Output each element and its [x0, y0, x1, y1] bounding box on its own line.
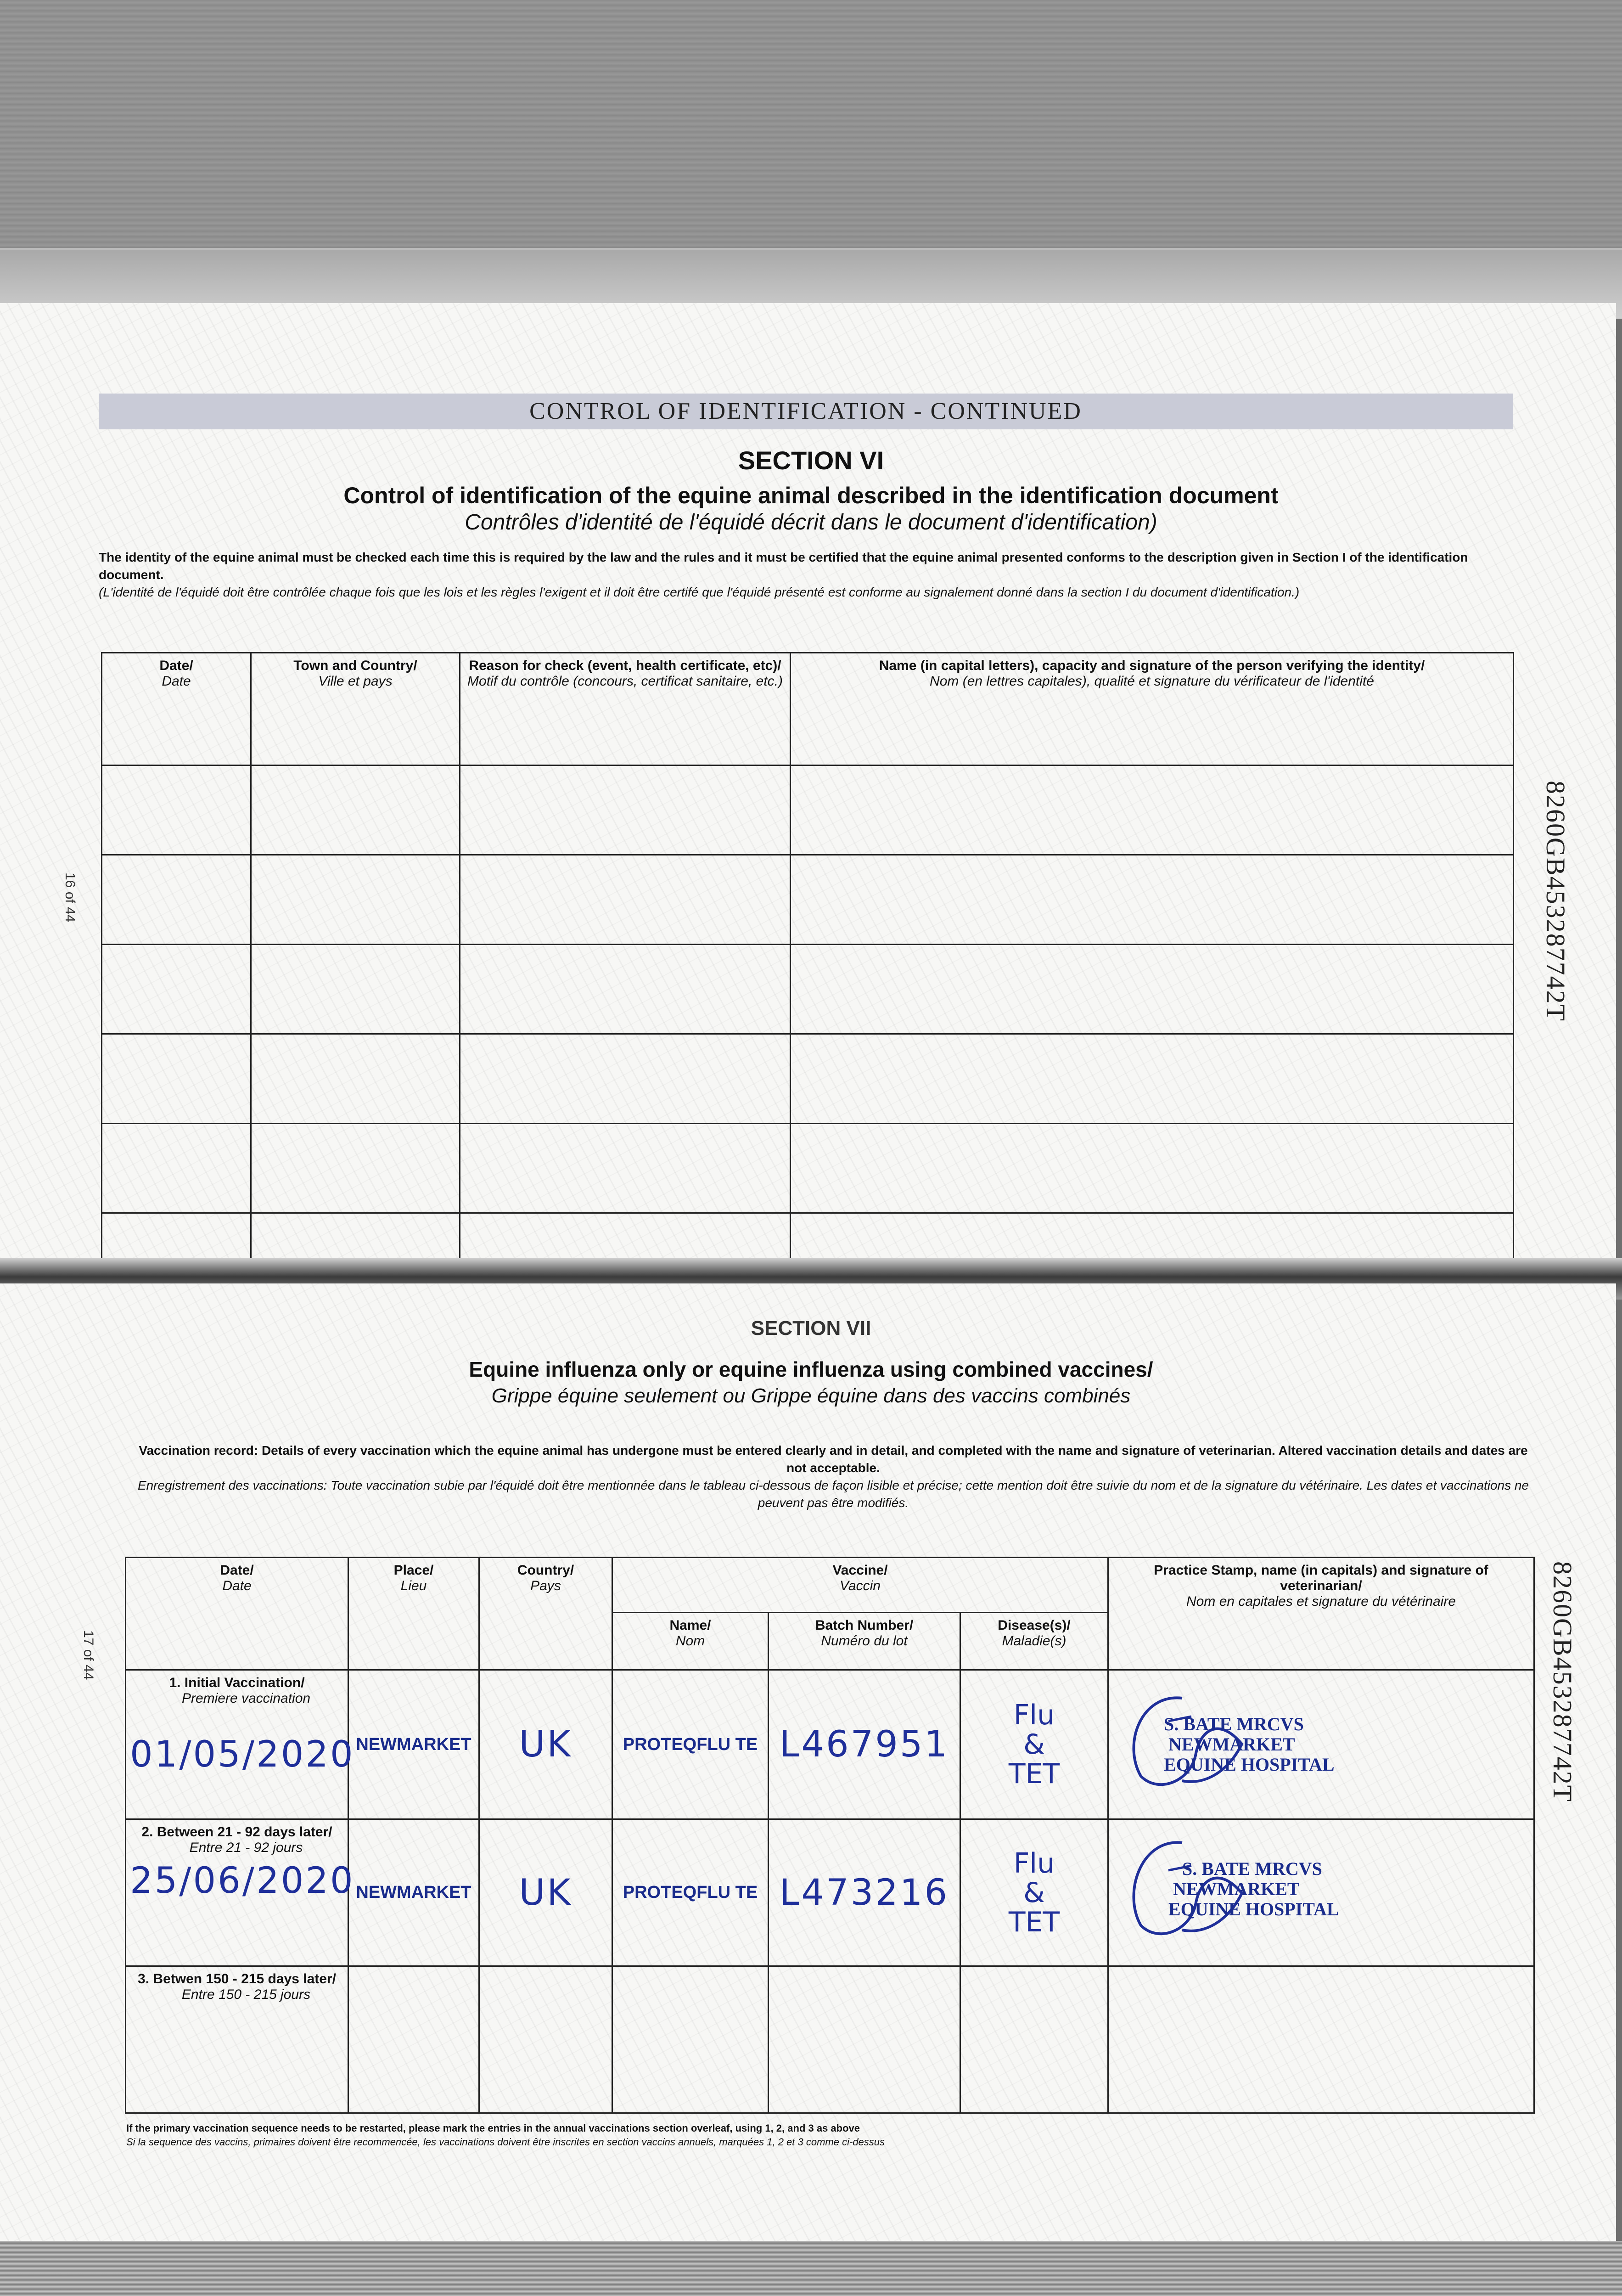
- row-2-vaccine-cell[interactable]: [612, 1819, 769, 1966]
- row-3-country-cell[interactable]: [479, 1966, 612, 2113]
- row-1-label: 1. Initial Vaccination/: [169, 1675, 305, 1690]
- vaccination-table: [125, 1557, 1535, 2114]
- row-2-stamp-line-3: EQUINE HOSPITAL: [1168, 1899, 1339, 1919]
- row-1-stamp-line-1: S. BATE MRCVS: [1164, 1714, 1304, 1734]
- row-1-disease-and: &: [1023, 1728, 1045, 1761]
- row-1-date: 01/05/2020: [130, 1734, 355, 1775]
- vaccination-row-3: [126, 1966, 1534, 2113]
- row-2-stamp-line-2: NEWMARKET: [1173, 1879, 1300, 1899]
- col-vaccine: [612, 1558, 1108, 1613]
- row-2-disease-and: &: [1023, 1876, 1045, 1909]
- cell[interactable]: [791, 765, 1514, 855]
- row-2-disease-cell[interactable]: [960, 1819, 1108, 1966]
- row-2-disease-tet: TET: [1008, 1906, 1060, 1938]
- row-1-disease-flu: Flu: [1013, 1699, 1055, 1731]
- cell[interactable]: [791, 1124, 1514, 1213]
- vaccination-row-2: [126, 1819, 1534, 1966]
- col-batch-number: [769, 1613, 960, 1670]
- row-1-vaccine-name: PROTEQFLU TE: [623, 1734, 758, 1754]
- cell[interactable]: [102, 855, 251, 945]
- table-header-row: [102, 653, 1514, 765]
- cell[interactable]: [251, 765, 460, 855]
- section-banner: CONTROL OF IDENTIFICATION - CONTINUED: [99, 394, 1513, 429]
- section-vii-heading-fr: Grippe équine seulement ou Grippe équine dans des vaccins combinés: [491, 1384, 1131, 1407]
- row-1-stamp: [1164, 1714, 1335, 1775]
- row-3-place-cell[interactable]: [348, 1966, 479, 2113]
- col-country: [479, 1558, 612, 1670]
- row-3-date-cell[interactable]: [126, 1966, 348, 2113]
- col-batch-fr: Numéro du lot: [821, 1633, 908, 1649]
- col-town-en: Town and Country/: [293, 658, 417, 673]
- row-2-place-cell[interactable]: [348, 1819, 479, 1966]
- row-1-place: NEWMARKET: [356, 1734, 471, 1754]
- passport-id-top: 8260GB453287742T: [1541, 781, 1571, 1022]
- row-1-batch-cell[interactable]: [769, 1670, 960, 1819]
- col-date-en: Date/: [159, 658, 193, 673]
- row-2-date-cell[interactable]: [126, 1819, 355, 1966]
- table-row: [102, 855, 1514, 945]
- col-country-en: Country/: [517, 1563, 574, 1578]
- col-country-fr: Pays: [530, 1578, 561, 1593]
- footnote-fr: Si la sequence des vaccins, primaires doivent être recommencée, les vaccinations doivent être inscrites en section vaccins annuels, marquées 1, 2 et 3 comme ci-dessus: [126, 2136, 885, 2148]
- col-town-fr: Ville et pays: [318, 674, 393, 689]
- row-3-label: 3. Betwen 150 - 215 days later/: [138, 1971, 336, 1986]
- row-3-disease-cell[interactable]: [960, 1966, 1108, 2113]
- section-vi-heading: Control of identification of the equine animal described in the identification document: [343, 483, 1279, 508]
- section-vii-intro-fr: Enregistrement des vaccinations: Toute vaccination subie par l'équidé doit être mentionnée dans le tableau ci-dessous de façon lisible et précise; cette mention doit être suivie du nom et de la signature du vétérinaire. Les dates et vaccinations ne peuvent pas être modifiés.: [137, 1478, 1529, 1510]
- col-date-fr: Date: [222, 1578, 252, 1593]
- col-place-fr: Lieu: [400, 1578, 427, 1593]
- col-reason: [460, 653, 791, 765]
- col-name-en: Name/: [669, 1618, 711, 1633]
- section-vi-intro-fr: (L'identité de l'équidé doit être contrôlée chaque fois que les lois et les règles l'exigent et il doit être certifé que l'équidé présenté est conforme au signalement donné dans la section I du document d'identification.): [99, 585, 1300, 599]
- row-2-label-fr: Entre 21 - 92 jours: [189, 1840, 303, 1855]
- table-header-row: [126, 1558, 1534, 1613]
- cell[interactable]: [251, 1034, 460, 1124]
- row-1-disease-cell[interactable]: [960, 1670, 1108, 1819]
- col-diseases: [960, 1613, 1108, 1670]
- cell[interactable]: [791, 1034, 1514, 1124]
- row-2-batch: L473216: [779, 1872, 949, 1913]
- row-2-date: 25/06/2020: [130, 1860, 355, 1902]
- col-disease-en: Disease(s)/: [998, 1618, 1071, 1633]
- passport-id-bottom: 8260GB453287742T: [1548, 1561, 1577, 1802]
- row-2-stamp-cell[interactable]: [1108, 1819, 1534, 1966]
- col-practice-stamp: [1108, 1558, 1534, 1670]
- section-vii-footnote: [126, 2122, 1527, 2149]
- col-place-en: Place/: [393, 1563, 434, 1578]
- table-row: [102, 1034, 1514, 1124]
- col-reason-fr: Motif du contrôle (concours, certificat sanitaire, etc.): [467, 674, 783, 689]
- footnote-en: If the primary vaccination sequence needs to be restarted, please mark the entries in the annual vaccinations section overleaf, using 1, 2, and 3 as above: [126, 2122, 860, 2134]
- section-vii-intro-en: Vaccination record: Details of every vaccination which the equine animal has undergone must be entered clearly and in detail, and completed with the name and signature of veterinarian. Altered vaccination details and dates are not acceptable.: [139, 1443, 1528, 1475]
- row-3-label-fr: Entre 150 - 215 jours: [181, 1987, 311, 2002]
- table-row: [102, 945, 1514, 1034]
- col-disease-fr: Maladie(s): [1002, 1633, 1066, 1649]
- cell[interactable]: [102, 765, 251, 855]
- col-verifier-en: Name (in capital letters), capacity and signature of the person verifying the identity/: [879, 658, 1425, 673]
- cell[interactable]: [460, 1034, 791, 1124]
- section-vi-title: SECTION VI: [738, 446, 884, 475]
- cell[interactable]: [251, 855, 460, 945]
- col-vaccine-fr: Vaccin: [840, 1578, 881, 1593]
- col-date-en: Date/: [220, 1563, 254, 1578]
- section-vi-intro-en: The identity of the equine animal must be checked each time this is required by the law and the rules and it must be certified that the equine animal presented conforms to the description given in Section I of the identification document.: [99, 550, 1468, 582]
- row-2-label: 2. Between 21 - 92 days later/: [141, 1824, 332, 1840]
- col-stamp-fr: Nom en capitales et signature du vétérinaire: [1186, 1594, 1456, 1609]
- cell[interactable]: [102, 1124, 251, 1213]
- col-date-fr: Date: [162, 674, 191, 689]
- cell[interactable]: [460, 1124, 791, 1213]
- row-1-vaccine-cell[interactable]: [612, 1670, 769, 1819]
- col-vaccine-name: [612, 1613, 769, 1670]
- col-name-fr: Nom: [675, 1633, 705, 1649]
- col-date: [102, 653, 251, 765]
- cell[interactable]: [460, 855, 791, 945]
- table-row: [102, 1124, 1514, 1213]
- section-vii-heading: Equine influenza only or equine influenza using combined vaccines/: [469, 1357, 1153, 1381]
- col-reason-en: Reason for check (event, health certificate, etc)/: [469, 658, 781, 673]
- row-2-country-cell[interactable]: [479, 1819, 612, 1966]
- row-3-stamp-cell[interactable]: [1108, 1966, 1534, 2113]
- row-3-vaccine-cell[interactable]: [612, 1966, 769, 2113]
- vaccination-row-1: [126, 1670, 1534, 1819]
- row-1-label-fr: Premiere vaccination: [181, 1691, 311, 1706]
- row-1-country: UK: [519, 1724, 572, 1765]
- row-2-disease-flu: Flu: [1013, 1847, 1055, 1880]
- table-row: [102, 765, 1514, 855]
- cell[interactable]: [460, 765, 791, 855]
- row-2-batch-cell[interactable]: [769, 1819, 960, 1966]
- col-verifier-fr: Nom (en lettres capitales), qualité et signature du vérificateur de l'identité: [930, 674, 1374, 689]
- col-stamp-en: Practice Stamp, name (in capitals) and signature of veterinarian/: [1154, 1563, 1488, 1593]
- cell[interactable]: [791, 855, 1514, 945]
- cell[interactable]: [102, 945, 251, 1034]
- row-2-country: UK: [519, 1872, 572, 1913]
- row-1-date-cell[interactable]: [126, 1670, 355, 1819]
- col-batch-en: Batch Number/: [815, 1618, 914, 1633]
- row-1-stamp-line-2: NEWMARKET: [1168, 1734, 1295, 1755]
- row-2-stamp: [1168, 1859, 1339, 1919]
- col-vaccine-en: Vaccine/: [832, 1563, 888, 1578]
- cell[interactable]: [251, 945, 460, 1034]
- cell[interactable]: [102, 1034, 251, 1124]
- cell[interactable]: [791, 945, 1514, 1034]
- section-vi-heading-fr: Contrôles d'identité de l'équidé décrit dans le document d'identification): [465, 510, 1157, 535]
- page-number-17: 17 of 44: [81, 1630, 96, 1680]
- row-1-disease-tet: TET: [1008, 1758, 1060, 1790]
- page-number-16: 16 of 44: [62, 872, 78, 923]
- cell[interactable]: [251, 1124, 460, 1213]
- col-town-country: [251, 653, 460, 765]
- col-verifier: [791, 653, 1514, 765]
- section-vii-title: SECTION VII: [751, 1317, 871, 1339]
- row-2-place: NEWMARKET: [356, 1883, 471, 1902]
- row-2-vaccine-name: PROTEQFLU TE: [623, 1883, 758, 1902]
- row-1-stamp-line-3: EQUINE HOSPITAL: [1164, 1754, 1335, 1775]
- col-place: [348, 1558, 479, 1670]
- row-1-stamp-cell[interactable]: [1108, 1670, 1534, 1819]
- col-date: [126, 1558, 348, 1670]
- cell[interactable]: [460, 945, 791, 1034]
- section-vi-intro: [99, 549, 1504, 601]
- identity-check-table: [101, 652, 1514, 1276]
- section-vii-intro: [133, 1442, 1533, 1512]
- row-3-batch-cell[interactable]: [769, 1966, 960, 2113]
- row-1-place-cell[interactable]: [348, 1670, 479, 1819]
- scanner-background-bottom: [0, 2241, 1622, 2296]
- row-2-stamp-line-1: S. BATE MRCVS: [1182, 1858, 1322, 1879]
- row-1-country-cell[interactable]: [479, 1670, 612, 1819]
- row-1-batch: L467951: [779, 1724, 949, 1765]
